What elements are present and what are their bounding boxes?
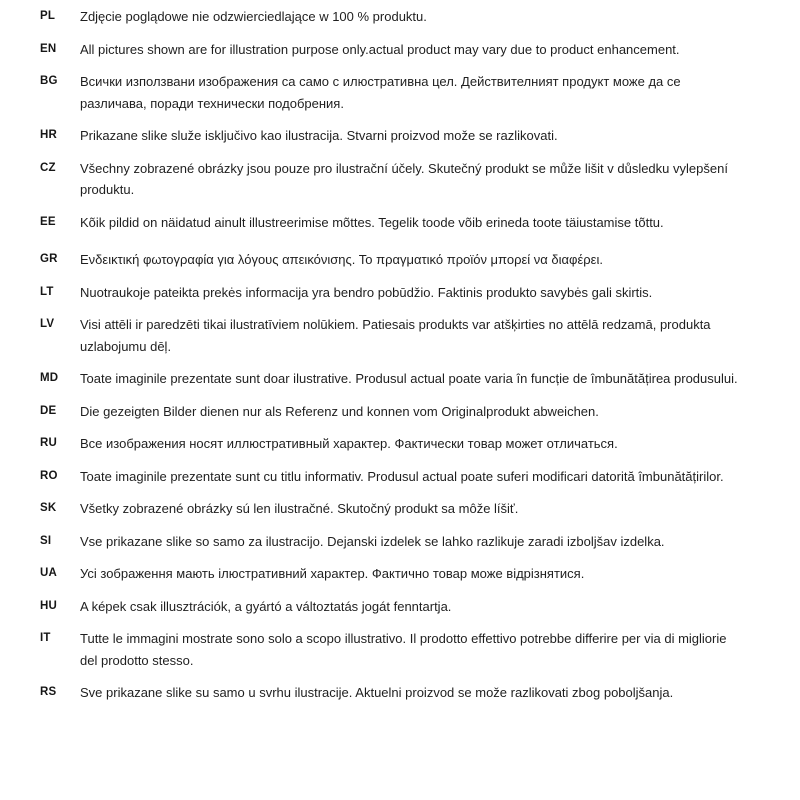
language-code: EE [40, 215, 56, 228]
language-code: CZ [40, 161, 56, 174]
row-de [40, 401, 750, 423]
disclaimer-text: Kõik pildid on näidatud ainult illustreerimise mõttes. Tegelik toode võib erineda toote täiustamise tõttu. [80, 214, 664, 230]
language-code: RO [40, 469, 58, 482]
row-ua [40, 563, 750, 585]
disclaimer-text: Sve prikazane slike su samo u svrhu ilustracije. Aktuelni proizvod se može razlikovati zbog poboljšanja. [80, 685, 674, 700]
language-code: UA [40, 567, 58, 579]
disclaimer-text: Die gezeigten Bilder dienen nur als Referenz und konnen vom Originalprodukt abweichen. [80, 403, 599, 419]
row-ee [40, 212, 750, 234]
language-code: GR [40, 253, 58, 265]
language-code: MD [40, 372, 59, 384]
disclaimer-text: All pictures shown are for illustration purpose only.actual product may vary due to product enhancement. [80, 41, 680, 57]
language-code: HR [40, 129, 58, 141]
language-code: DE [40, 404, 57, 417]
row-rs [40, 682, 750, 704]
row-md [40, 368, 750, 390]
row-en [40, 39, 750, 61]
disclaimer-text: Všechny zobrazené obrázky jsou pouze pro ilustrační účely. Skutečný produkt se může lišit v důsledku vylepšení produktu. [80, 160, 728, 197]
disclaimer-text: Všetky zobrazené obrázky sú len ilustračné. Skutočný produkt sa môže líšiť. [80, 501, 519, 516]
language-code: IT [40, 632, 51, 644]
language-code: PL [40, 10, 56, 22]
disclaimer-text: Prikazane slike služe isključivo kao ilustracija. Stvarni proizvod može se razlikovati. [80, 128, 558, 143]
row-si [40, 531, 750, 553]
row-lv [40, 314, 750, 357]
language-code: BG [40, 75, 58, 87]
language-code: RS [40, 686, 57, 698]
row-bg [40, 71, 750, 114]
disclaimer-text: A képek csak illusztrációk, a gyártó a változtatás jogát fenntartja. [80, 598, 452, 614]
row-pl [40, 6, 750, 28]
disclaimer-text: Toate imaginile prezentate sunt cu titlu informativ. Produsul actual poate suferi modificari datorită îmbunătățirilor. [80, 468, 724, 484]
disclaimer-text: Vse prikazane slike so samo za ilustracijo. Dejanski izdelek se lahko razlikuje zaradi izboljšav izdelka. [80, 533, 665, 549]
row-hr [40, 125, 750, 147]
disclaimer-text: Всички използвани изображения са само с илюстративна цел. Действителният продукт може да се различава, поради технически подобрения. [80, 74, 681, 111]
language-code: RU [40, 437, 58, 449]
row-it [40, 628, 750, 671]
language-code: SK [40, 502, 57, 514]
row-sk [40, 498, 750, 520]
row-ro [40, 466, 750, 488]
language-code: LT [40, 285, 54, 298]
disclaimer-text: Ενδεικτική φωτογραφία για λόγους απεικόνισης. Το πραγματικό προϊόν μπορεί να διαφέρει. [80, 252, 603, 267]
row-ru [40, 433, 750, 455]
language-code: SI [40, 534, 52, 547]
disclaimer-text: Nuotraukoje pateikta prekės informacija yra bendro pobūdžio. Faktinis produkto savybės gali skirtis. [80, 284, 653, 300]
disclaimer-text: Zdjęcie poglądowe nie odzwierciedlające w 100 % produktu. [80, 9, 427, 24]
disclaimer-text: Все изображения носят иллюстративный характер. Фактически товар может отличаться. [80, 436, 618, 451]
language-code: HU [40, 599, 58, 612]
row-hu [40, 596, 750, 618]
language-code: EN [40, 42, 57, 55]
disclaimer-text: Усі зображення мають ілюстративний характер. Фактично товар може відрізнятися. [80, 566, 585, 581]
disclaimer-text: Tutte le immagini mostrate sono solo a scopo illustrativo. Il prodotto effettivo potrebbe differire per via di migliorie del prodotto stesso. [80, 631, 727, 668]
row-gr [40, 249, 750, 271]
row-lt [40, 282, 750, 304]
disclaimer-text: Visi attēli ir paredzēti tikai ilustratīviem nolūkiem. Patiesais produkts var atšķirties no attēlā redzamā, produkta uzlabojumu dēļ. [80, 317, 711, 354]
language-code: LV [40, 318, 55, 330]
row-cz [40, 158, 750, 201]
disclaimer-text: Toate imaginile prezentate sunt doar ilustrative. Produsul actual poate varia în funcție de îmbunătățirea produsului. [80, 371, 738, 386]
